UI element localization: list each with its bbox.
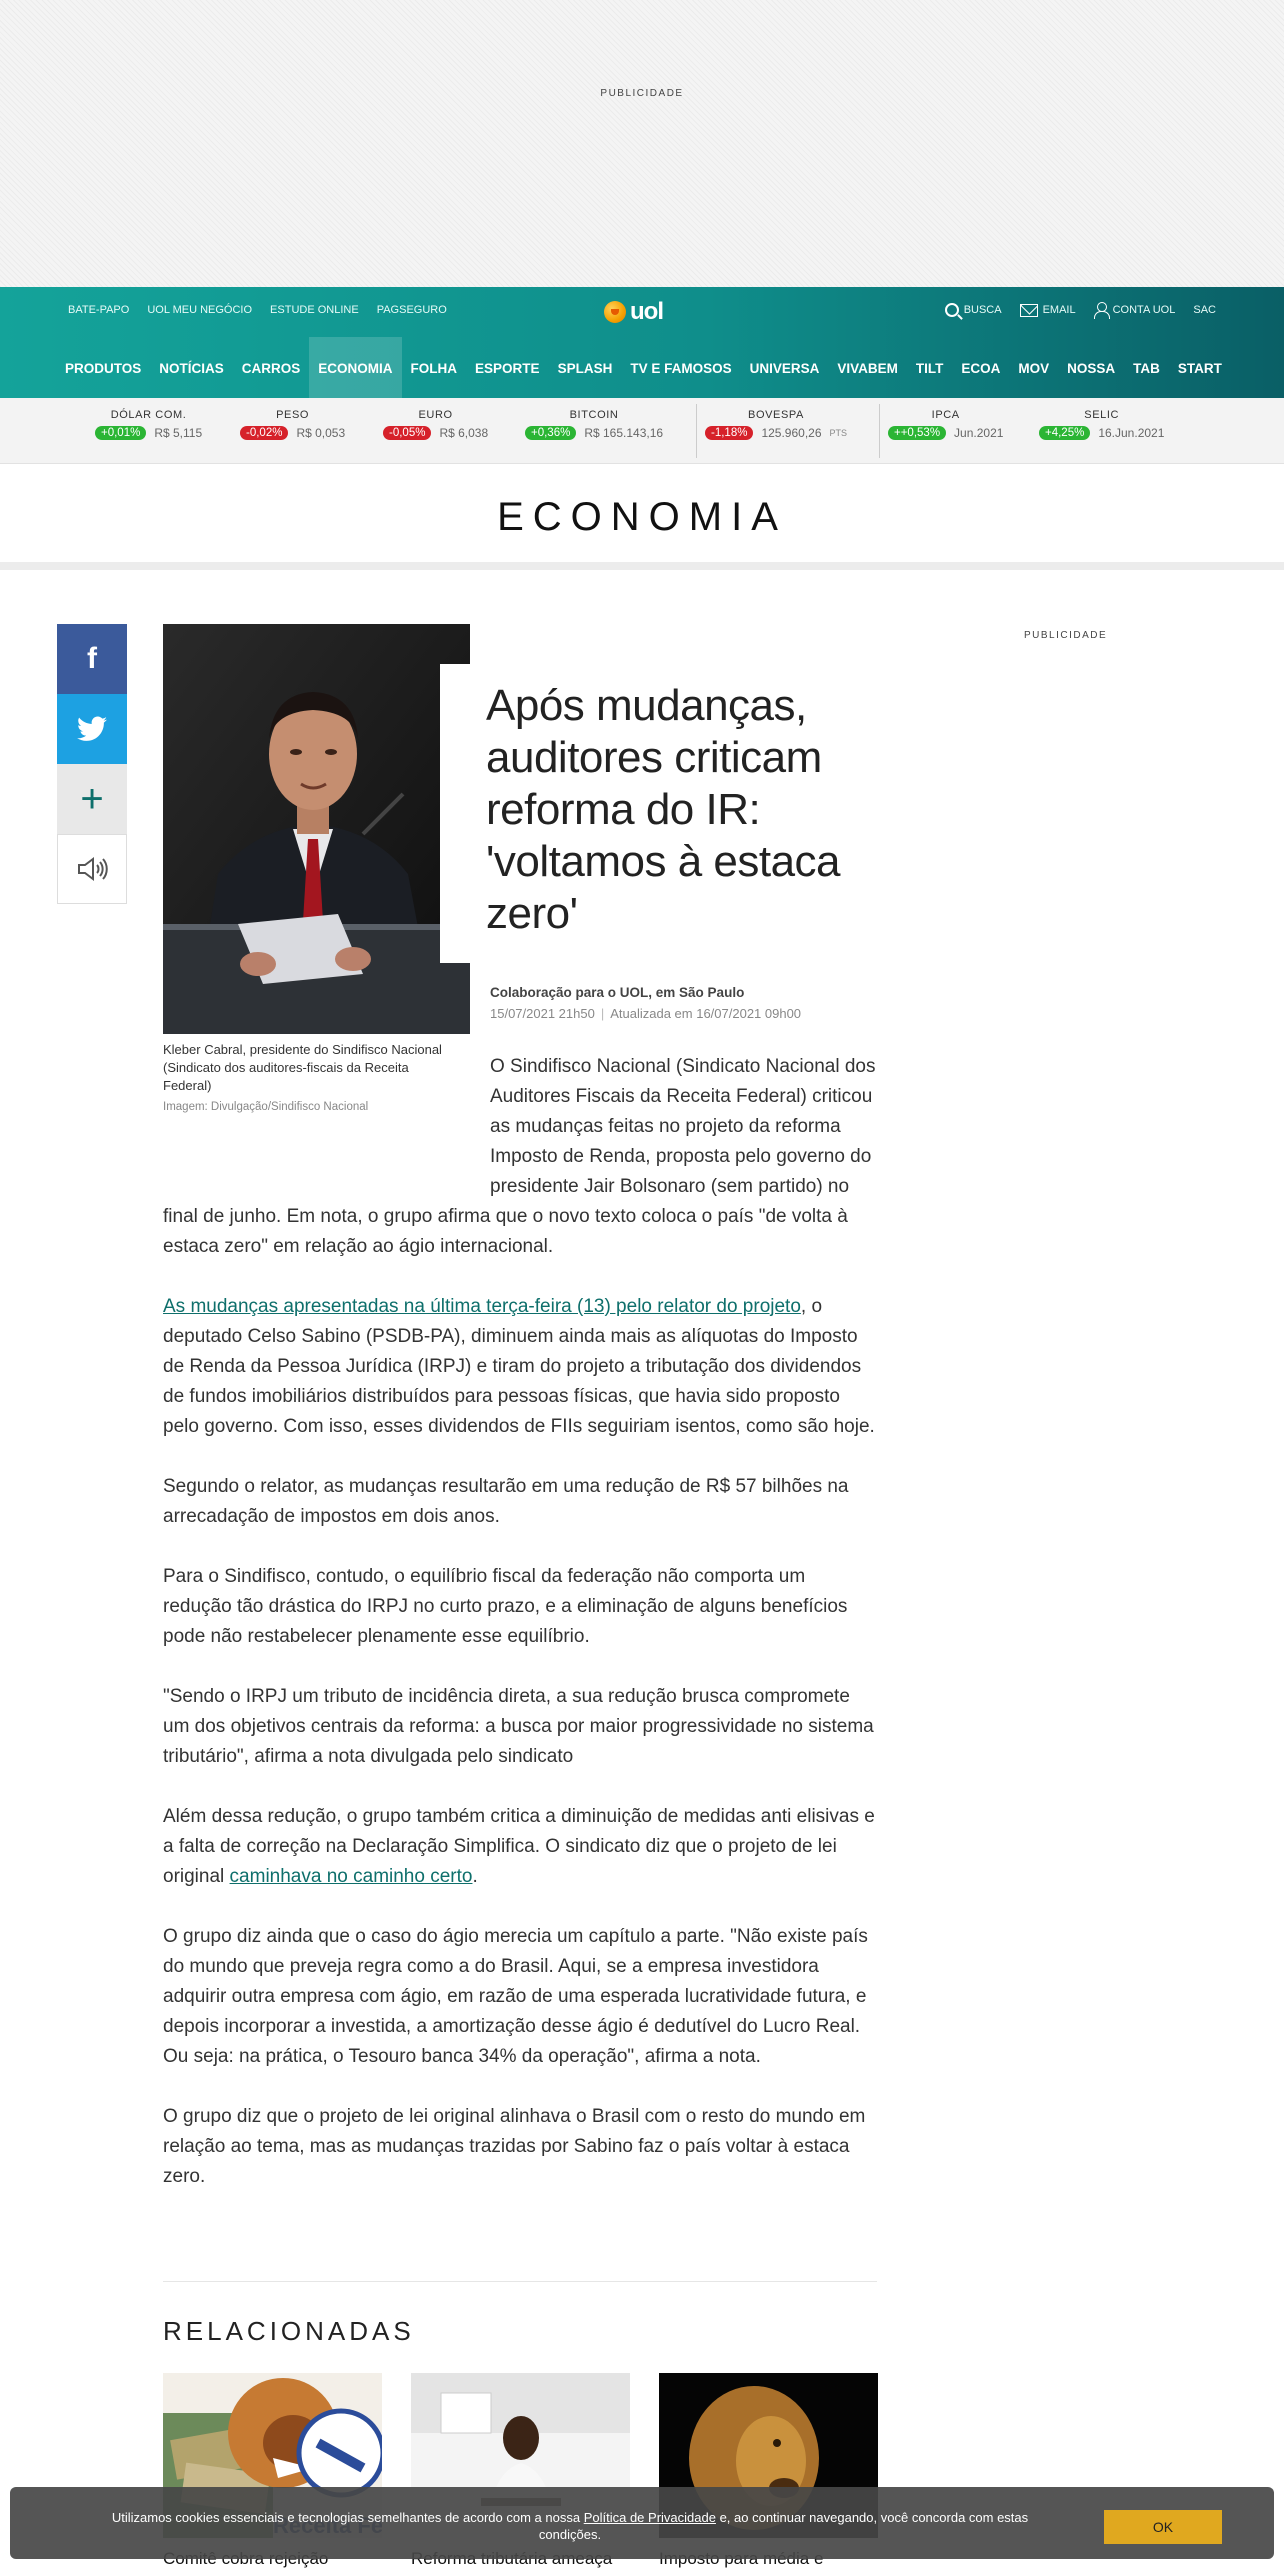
search-label: BUSCA (963, 304, 1002, 316)
ticker-ipca[interactable] (888, 409, 1003, 440)
ticker-change: -0,02% (240, 426, 288, 440)
listen-button[interactable] (57, 834, 127, 904)
ticker-divider (696, 404, 697, 458)
section-header (0, 465, 1284, 570)
nav-item-folha[interactable]: FOLHA (410, 361, 458, 376)
ticker-bovespa[interactable] (705, 409, 847, 440)
twitter-share-button[interactable] (57, 694, 127, 764)
facebook-icon: f (87, 642, 97, 675)
ticker-bitcoin[interactable] (525, 409, 663, 440)
sac-label: SAC (1193, 304, 1216, 316)
ticker-name: BOVESPA (748, 409, 804, 421)
cookie-accept-button[interactable]: OK (1104, 2510, 1222, 2544)
ticker-change: -0,05% (383, 426, 431, 440)
ticker-value: Jun.2021 (954, 426, 1004, 440)
market-ticker (0, 398, 1284, 464)
top-link-bate-papo[interactable]: BATE-PAPO (68, 304, 130, 316)
ticker-name: DÓLAR COM. (110, 409, 187, 421)
header-utility-links (945, 302, 1216, 318)
nav-item-economia[interactable]: ECONOMIA (309, 337, 401, 398)
sidebar-ad-label: PUBLICIDADE (1024, 630, 1108, 641)
updated-date: Atualizada em 16/07/2021 09h00 (610, 1006, 802, 1021)
article-dates (490, 1006, 801, 1021)
photo-credit: Imagem: Divulgação/Sindifisco Nacional (163, 1101, 369, 1113)
user-icon (1094, 302, 1108, 318)
nav-item-ecoa[interactable]: ECOA (961, 361, 1001, 376)
ticker-peso[interactable] (240, 409, 345, 440)
paragraph-6 (163, 1802, 877, 1892)
nav-item-universa[interactable]: UNIVERSA (749, 361, 820, 376)
nav-item-noticias[interactable]: NOTÍCIAS (159, 361, 224, 376)
nav-item-start[interactable]: START (1177, 361, 1222, 376)
headline-backdrop (440, 664, 482, 963)
section-title[interactable]: ECONOMIA (497, 495, 787, 539)
related-title: RELACIONADAS (163, 2316, 415, 2346)
cookie-text-pre: Utilizamos cookies essenciais e tecnologias semelhantes de acordo com a nossa (111, 2510, 584, 2525)
link-mudancas[interactable]: As mudanças apresentadas na última terça-feira (13) pelo relator do projeto (163, 1296, 801, 1317)
ticker-value: R$ 165.143,16 (584, 426, 664, 440)
published-date: 15/07/2021 21h50 (490, 1006, 595, 1021)
ticker-value: R$ 5,115 (154, 426, 203, 440)
nav-item-tilt[interactable]: TILT (915, 361, 944, 376)
uol-logo[interactable] (604, 297, 680, 327)
ticker-dolar[interactable] (95, 409, 202, 440)
plus-icon: + (80, 776, 104, 821)
ticker-name: BITCOIN (569, 409, 619, 421)
paragraph-7: O grupo diz ainda que o caso do ágio merecia um capítulo a parte. "Não existe país do mundo que preveja regra como a do Brasil. Aqui, se a empresa investidora adquirir outra empresa com ágio, em razão de uma esperada lucratividade futura, e depois incorporar a investida, a amortização desse ágio é dedutível do Lucro Real. Ou seja: na prática, o Tesouro banca 34% da operação", afirma a nota. (163, 1926, 868, 2067)
cookie-banner (10, 2487, 1274, 2559)
paragraph-6-end: . (472, 1866, 478, 1887)
ticker-euro[interactable] (383, 409, 488, 440)
ticker-value: 125.960,26 (761, 426, 822, 440)
nav-item-nossa[interactable]: NOSSA (1067, 361, 1116, 376)
paragraph-8: O grupo diz que o projeto de lei original alinhava o Brasil com o resto do mundo em relação ao tema, mas as mudanças trazidas por Sabino faz o país voltar à estaca zero. (163, 2106, 866, 2187)
ticker-change: +0,01% (95, 426, 146, 440)
top-link-estude-online[interactable]: ESTUDE ONLINE (270, 304, 359, 316)
ticker-change: +0,36% (525, 426, 576, 440)
caption-text: Kleber Cabral, presidente do Sindifisco Nacional (Sindicato dos auditores-fiscais da Receita Federal) (163, 1042, 442, 1093)
ticker-name: EURO (418, 409, 453, 421)
ticker-name: IPCA (931, 409, 960, 421)
paragraph-5: "Sendo o IRPJ um tributo de incidência direta, a sua redução brusca compromete um dos objetivos centrais da reforma: a busca por maior progressividade no sistema tributário", afirma a nota divulgada pelo sindicato (163, 1686, 874, 1767)
twitter-icon (77, 716, 107, 742)
ticker-selic[interactable] (1039, 409, 1164, 440)
account-button[interactable] (1094, 302, 1176, 318)
email-label: EMAIL (1042, 304, 1076, 316)
nav-item-splash[interactable]: SPLASH (557, 361, 613, 376)
nav-item-vivabem[interactable]: VIVABEM (837, 361, 898, 376)
article-headline: Após mudanças, auditores criticam reforma do IR: 'voltamos à estaca zero' (486, 681, 841, 938)
uol-logo-text: uol (630, 298, 663, 325)
link-caminho-certo[interactable]: caminhava no caminho certo (229, 1866, 473, 1887)
ticker-change: +4,25% (1039, 426, 1090, 440)
paragraph-6-text: Além dessa redução, o grupo também critica a diminuição de medidas anti elisivas e a falta de correção na Declaração Simplifica. O sindicato diz que o projeto de lei original (163, 1806, 875, 1887)
nav-item-esporte[interactable]: ESPORTE (475, 361, 540, 376)
ticker-divider (879, 404, 880, 458)
ticker-name: PESO (276, 409, 310, 421)
nav-item-mov[interactable]: MOV (1018, 361, 1050, 376)
nav-item-tab[interactable]: TAB (1133, 361, 1160, 376)
search-button[interactable] (945, 303, 1002, 317)
mail-icon (1020, 304, 1038, 317)
caption-float-spacer (163, 1052, 490, 1178)
account-label: CONTA UOL (1112, 304, 1176, 316)
top-links (68, 304, 447, 316)
ticker-value: R$ 6,038 (439, 426, 489, 440)
site-header (0, 287, 1284, 398)
search-icon (945, 303, 959, 317)
nav-item-carros[interactable]: CARROS (241, 361, 301, 376)
sac-link[interactable] (1193, 304, 1216, 316)
top-ad-banner[interactable] (0, 0, 1284, 287)
uol-logo-icon (604, 301, 626, 323)
speaker-icon (76, 855, 108, 883)
header-top-bar (0, 287, 1284, 337)
ticker-name: SELIC (1084, 409, 1120, 421)
ticker-change: -1,18% (705, 426, 753, 440)
paragraph-4: Para o Sindifisco, contudo, o equilíbrio fiscal da federação não comporta um redução tão drástica do IRPJ no curto prazo, e a eliminação de alguns benefícios pode não restabelecer plenamente esse equilíbrio. (163, 1566, 848, 1647)
top-link-pagseguro[interactable]: PAGSEGURO (376, 304, 447, 316)
ticker-value: R$ 0,053 (296, 426, 346, 440)
ticker-unit: PTS (829, 428, 848, 438)
ticker-value: 16.Jun.2021 (1098, 426, 1165, 440)
facebook-share-button[interactable] (57, 624, 127, 694)
nav-item-produtos[interactable]: PRODUTOS (65, 361, 142, 376)
main-nav (56, 337, 1231, 398)
cookie-text (80, 2509, 1060, 2543)
privacy-policy-link[interactable]: Política de Privacidade (583, 2510, 716, 2525)
article-author: Colaboração para o UOL, em São Paulo (490, 985, 745, 1000)
related-divider (163, 2281, 877, 2282)
paragraph-3: Segundo o relator, as mudanças resultarão em uma redução de R$ 57 bilhões na arrecadação de impostos em dois anos. (163, 1476, 849, 1527)
ad-label: PUBLICIDADE (600, 88, 684, 99)
article-photo[interactable] (163, 624, 470, 1034)
paragraph-1: O Sindifisco Nacional (Sindicato Nacional dos Auditores Fiscais da Receita Federal) criticou as mudanças feitas no projeto da reforma Imposto de Renda, proposta pelo governo do presidente Jair Bolsonaro (sem partido) no final de junho. Em nota, o grupo afirma que o novo texto coloca o país "de volta à estaca zero" em relação ao ágio internacional. (163, 1056, 876, 1257)
cookie-text-post: e, ao continuar navegando, você concorda com estas condições. (538, 2510, 1029, 2542)
ticker-change: ++0,53% (888, 426, 946, 440)
paragraph-2-text: , o deputado Celso Sabino (PSDB-PA), diminuem ainda mais as alíquotas do Imposto de Renda da Pessoa Jurídica (IRPJ) e tiram do projeto a tributação dos dividendos de fundos imobiliários distribuídos para pessoas físicas, que havia sido proposto pelo governo. Com isso, esses dividendos de FIIs seguiriam isentos, como são hoje. (163, 1296, 875, 1437)
article-body (163, 1052, 877, 2222)
top-link-meu-negocio[interactable]: UOL MEU NEGÓCIO (147, 304, 253, 316)
paragraph-2 (163, 1292, 877, 1442)
email-button[interactable] (1020, 304, 1076, 317)
nav-item-tv-e-famosos[interactable]: TV E FAMOSOS (630, 361, 732, 376)
photo-illustration (163, 624, 470, 1034)
more-share-button[interactable] (57, 764, 127, 834)
date-separator: | (600, 1006, 605, 1021)
